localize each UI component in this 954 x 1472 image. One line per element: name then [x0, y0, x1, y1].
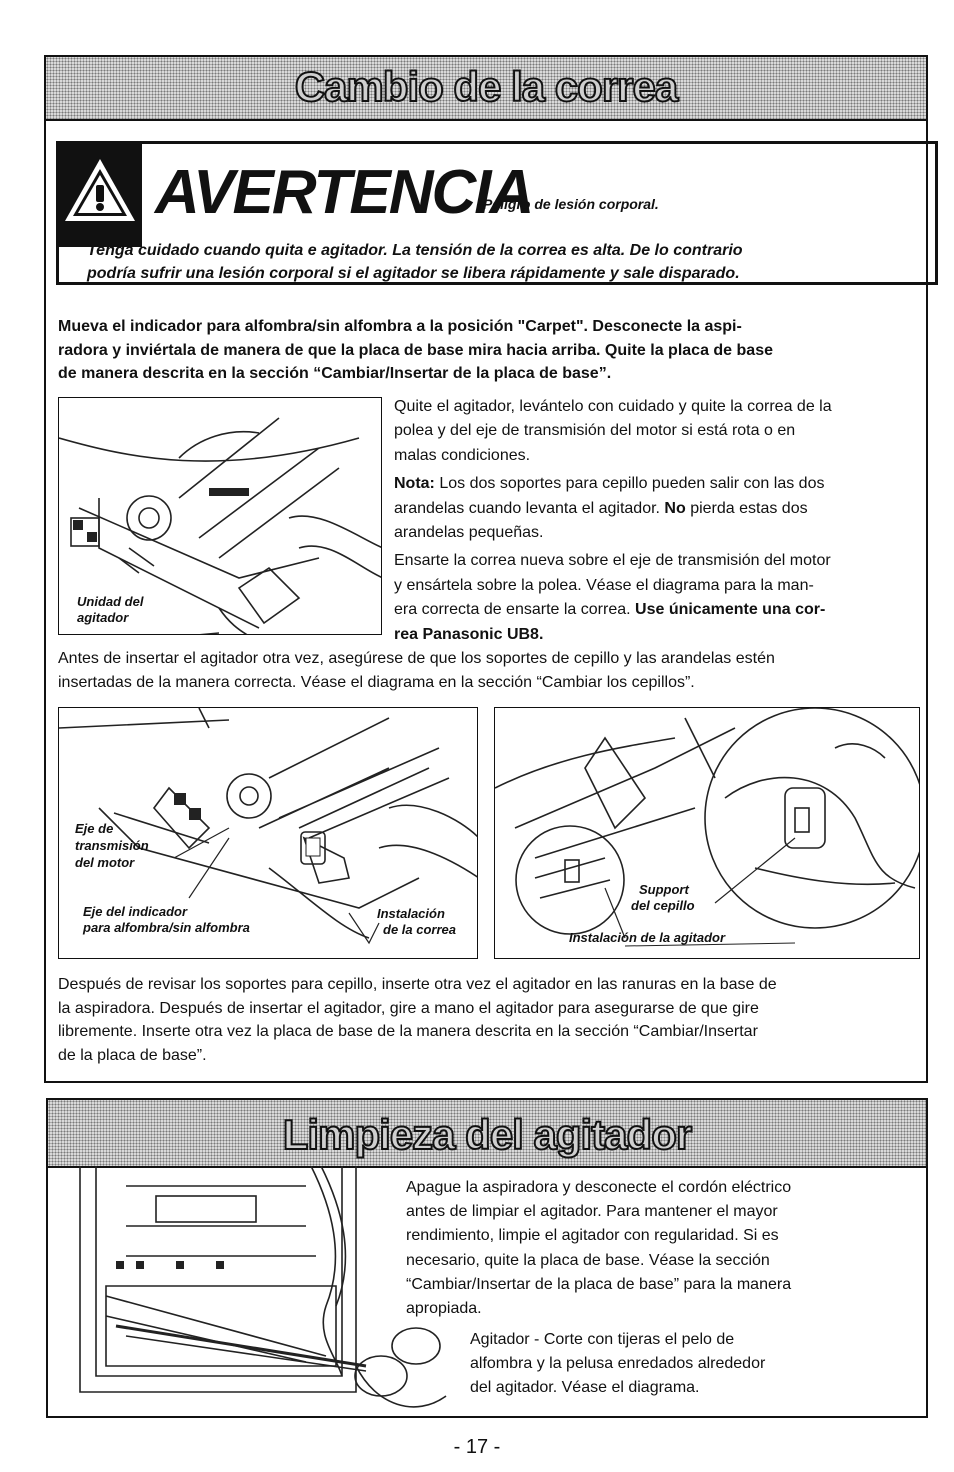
- belt-change-banner: [46, 57, 926, 121]
- section-title: Limpieza del agitador: [282, 1111, 692, 1158]
- page-number: - 17 -: [453, 1436, 501, 1458]
- label-line: Eje del indicador: [83, 904, 188, 919]
- text-line: Apague la aspiradora y desconecte el cordón eléctrico: [406, 1179, 792, 1196]
- text-span: arandelas cuando levanta el agitador.: [394, 499, 665, 517]
- warning-line: podría sufrir una lesión corporal si el agitador se libera rápidamente y sale disparado.: [87, 265, 740, 282]
- text-span: Los dos soportes para cepillo pueden salir con las dos: [434, 475, 825, 493]
- intro-paragraph: [58, 315, 920, 386]
- carpet-indicator-label: [83, 904, 250, 936]
- agitator-cleaning-banner: [48, 1100, 926, 1168]
- text-line: insertadas de la manera correcta. Véase el diagrama en la sección “Cambiar los cepillos”.: [58, 673, 695, 691]
- agitator-unit-figure: [58, 397, 382, 635]
- belt-installation-figure: [58, 707, 478, 959]
- text-line: Quite el agitador, levántelo con cuidado y quite la correa de la: [394, 398, 832, 415]
- caption-line: agitador: [77, 610, 129, 625]
- after-check-text: [58, 973, 920, 1067]
- intro-line: radora y inviértala de manera de que la placa de base mira hacia arriba. Quite la placa de base: [58, 341, 773, 359]
- text-line: arandelas pequeñas.: [394, 524, 544, 542]
- brush-support-label: [631, 882, 695, 914]
- scissors-instructions: [470, 1328, 910, 1401]
- warning-line: Tenga cuidado cuando quita e agitador. La tensión de la correa es alta. De lo contrario: [87, 242, 743, 259]
- warning-subtitle: Peligro de lesión corporal.: [483, 196, 659, 212]
- label-line: Support: [639, 882, 689, 897]
- text-span: pierda estas dos: [685, 499, 808, 517]
- text-line: Después de revisar los soportes para cepillo, inserte otra vez el agitador en las ranuras en la base de: [58, 976, 777, 993]
- warning-title: AVERTENCIA: [155, 158, 533, 227]
- text-line: apropiada.: [406, 1300, 482, 1318]
- agitator-removal-text: [394, 395, 922, 647]
- text-line: alfombra y la pelusa enredados alrededor: [470, 1355, 766, 1373]
- cleaning-instructions: [406, 1176, 916, 1321]
- label-line: del motor: [75, 855, 135, 870]
- label-line: de la correa: [383, 922, 456, 937]
- intro-line: Mueva el indicador para alfombra/sin alfombra a la posición "Carpet". Desconecte la aspi-: [58, 318, 742, 335]
- note-line: [394, 472, 922, 496]
- label-line: Eje de: [75, 821, 114, 836]
- text-line: la aspiradora. Después de insertar el agitador, gire a mano el agitador para asegurarse de que gire: [58, 999, 759, 1017]
- agitator-install-label: Instalación de la agitador: [569, 930, 726, 945]
- text-line: “Cambiar/Insertar de la placa de base” para la manera: [406, 1275, 792, 1293]
- text-span: era correcta de ensarte la correa.: [394, 601, 636, 619]
- caption-line: Unidad del: [77, 594, 144, 609]
- text-span: Use únicamente una cor-: [635, 601, 826, 619]
- drive-shaft-label: [75, 820, 149, 871]
- text-line: malas condiciones.: [394, 446, 531, 464]
- label-line: para alfombra/sin alfombra: [83, 920, 250, 935]
- before-insert-text: [58, 647, 920, 694]
- agitator-installation-figure: [494, 707, 920, 959]
- warning-box: [56, 141, 938, 285]
- text-line: del agitador. Véase el diagrama.: [470, 1379, 700, 1397]
- text-line: Ensarte la correa nueva sobre el eje de transmisión del motor: [394, 552, 831, 570]
- label-line: transmisión: [75, 838, 149, 853]
- text-line: y ensártela sobre la polea. Véase el diagrama para la man-: [394, 576, 814, 594]
- warning-bar: [56, 141, 142, 247]
- warning-text: [87, 239, 929, 285]
- warning-triangle-icon: [62, 155, 138, 225]
- text-line: antes de limpiar el agitador. Para mantener el mayor: [406, 1203, 778, 1221]
- intro-line: de manera descrita en la sección “Cambiar/Insertar de la placa de base”.: [58, 365, 612, 382]
- text-line: necesario, quite la placa de base. Véase la sección: [406, 1251, 770, 1269]
- note-label: Nota:: [394, 475, 435, 493]
- text-line: [394, 497, 922, 521]
- belt-install-label: [377, 906, 456, 938]
- text-span: No: [664, 499, 686, 517]
- belt-change-section: [44, 55, 928, 1083]
- text-line: polea y del eje de transmisión del motor si está rota o en: [394, 422, 796, 440]
- label-line: Instalación: [377, 906, 445, 921]
- text-line: libremente. Inserte otra vez la placa de base de la manera descrita en la sección “Cambiar/Insertar: [58, 1023, 758, 1040]
- label-line: del cepillo: [631, 898, 695, 913]
- text-line: Antes de insertar el agitador otra vez, asegúrese de que los soportes de cepillo y las arandelas estén: [58, 650, 775, 667]
- text-line: rea Panasonic UB8.: [394, 625, 544, 643]
- text-line: [394, 598, 922, 622]
- agitator-installation-illustration: [495, 708, 920, 959]
- section-title: Cambio de la correa: [294, 63, 678, 110]
- text-line: de la placa de base”.: [58, 1046, 207, 1064]
- text-line: rendimiento, limpie el agitador con regularidad. Si es: [406, 1227, 779, 1245]
- agitator-cleaning-section: [46, 1098, 928, 1418]
- agitator-unit-caption: [77, 594, 143, 626]
- text-line: Agitador - Corte con tijeras el pelo de: [470, 1331, 735, 1348]
